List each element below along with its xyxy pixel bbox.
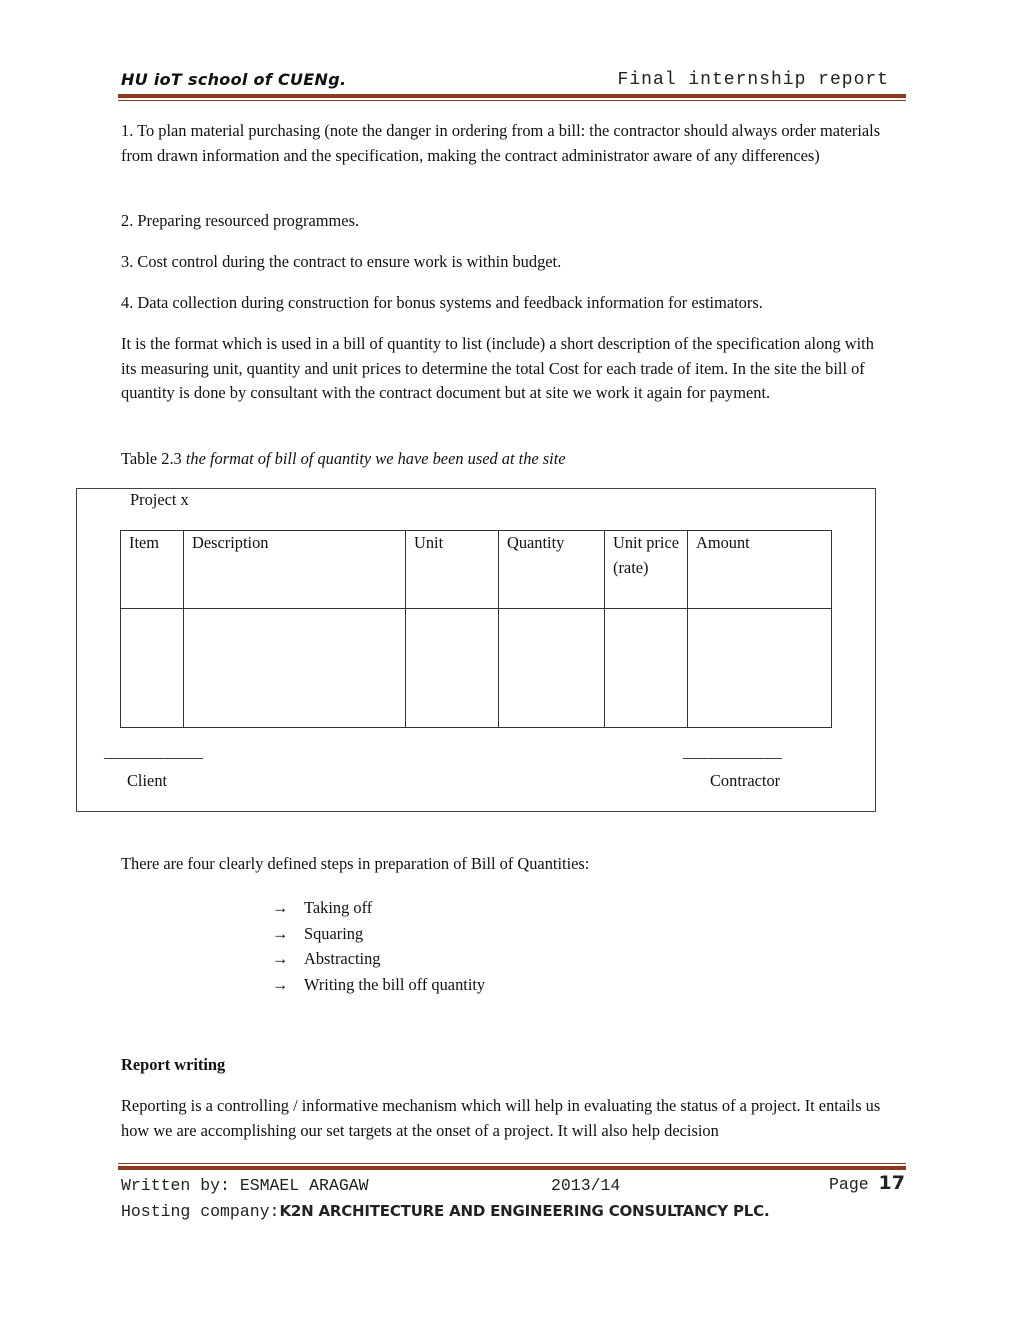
client-label: Client [127,771,168,790]
col-description: Description [184,531,406,609]
header-school: HU ioT school of CUENg. [121,70,347,89]
project-label: Project x [130,490,189,509]
report-writing-text: Reporting is a controlling / informative mechanism which will help in evaluating the status of a project. It entails us how we are accomplishing our set targets at the onset of a project. It will also help decision [121,1096,881,1140]
footer-rule-thin [118,1163,906,1164]
list-item: → Squaring [272,921,485,947]
arrow-right-icon: → [272,949,289,969]
footer-line-1 [121,1172,905,1195]
author: ESMAEL ARAGAW [239,1176,369,1195]
page-indicator [829,1172,905,1194]
purpose-2: 2. Preparing resourced programmes. [121,211,360,230]
cell-amount [688,609,832,728]
written-by-label: Written by: [121,1176,230,1195]
table-caption [121,447,911,472]
purpose-1: 1. To plan material purchasing (note the danger in ordering from a bill: the contractor should always order materials from drawn information and the specification, making the contract administrator aware of any differences) [121,121,881,165]
report-writing-heading: Report writing [121,1055,226,1074]
footer-rule [118,1166,906,1170]
client-signature-line: ______________ [104,744,202,761]
arrow-right-icon: → [272,923,289,943]
cell-unit-price [605,609,688,728]
year: 2013/14 [551,1176,621,1195]
list-item: → Taking off [272,895,485,921]
header-rule-thin [118,100,906,101]
header-report-title: Final internship report [617,70,889,90]
col-amount: Amount [688,531,832,609]
purpose-4: 4. Data collection during construction for bonus systems and feedback information for estimators. [121,293,763,312]
col-quantity: Quantity [499,531,605,609]
footer-line-2 [121,1202,769,1221]
cell-description [184,609,406,728]
col-unit: Unit [406,531,499,609]
steps-list [272,895,485,998]
purpose-3: 3. Cost control during the contract to ensure work is within budget. [121,252,562,271]
col-unit-price: Unit price (rate) [605,531,688,609]
table-caption-text: the format of bill of quantity we have been used at the site [185,449,566,468]
table-header-row [121,531,832,609]
steps-intro: There are four clearly defined steps in preparation of Bill of Quantities: [121,854,590,873]
contractor-signature-line: ______________ [683,744,781,761]
col-item: Item [121,531,184,609]
format-paragraph: It is the format which is used in a bill of quantity to list (include) a short description of the specification along with its measuring unit, quantity and unit prices to determine the total Cost for each trade of item. In the site the bill of quantity is done by consultant with the contract document but at site we work it again for payment. [121,334,874,402]
cell-quantity [499,609,605,728]
list-item: → Writing the bill off quantity [272,972,485,998]
boq-table [120,530,832,728]
hosting-label: Hosting company: [121,1202,280,1221]
company-name: K2N ARCHITECTURE AND ENGINEERING CONSULTANCY PLC. [279,1202,770,1220]
arrow-right-icon: → [272,975,289,995]
table-row [121,609,832,728]
cell-item [121,609,184,728]
cell-unit [406,609,499,728]
contractor-label: Contractor [710,771,781,790]
page-label: Page [829,1175,869,1194]
table-caption-label: Table 2.3 [121,449,182,468]
list-item: → Abstracting [272,946,485,972]
header-rule [118,94,906,98]
arrow-right-icon: → [272,898,289,917]
page-number: 17 [878,1172,905,1194]
